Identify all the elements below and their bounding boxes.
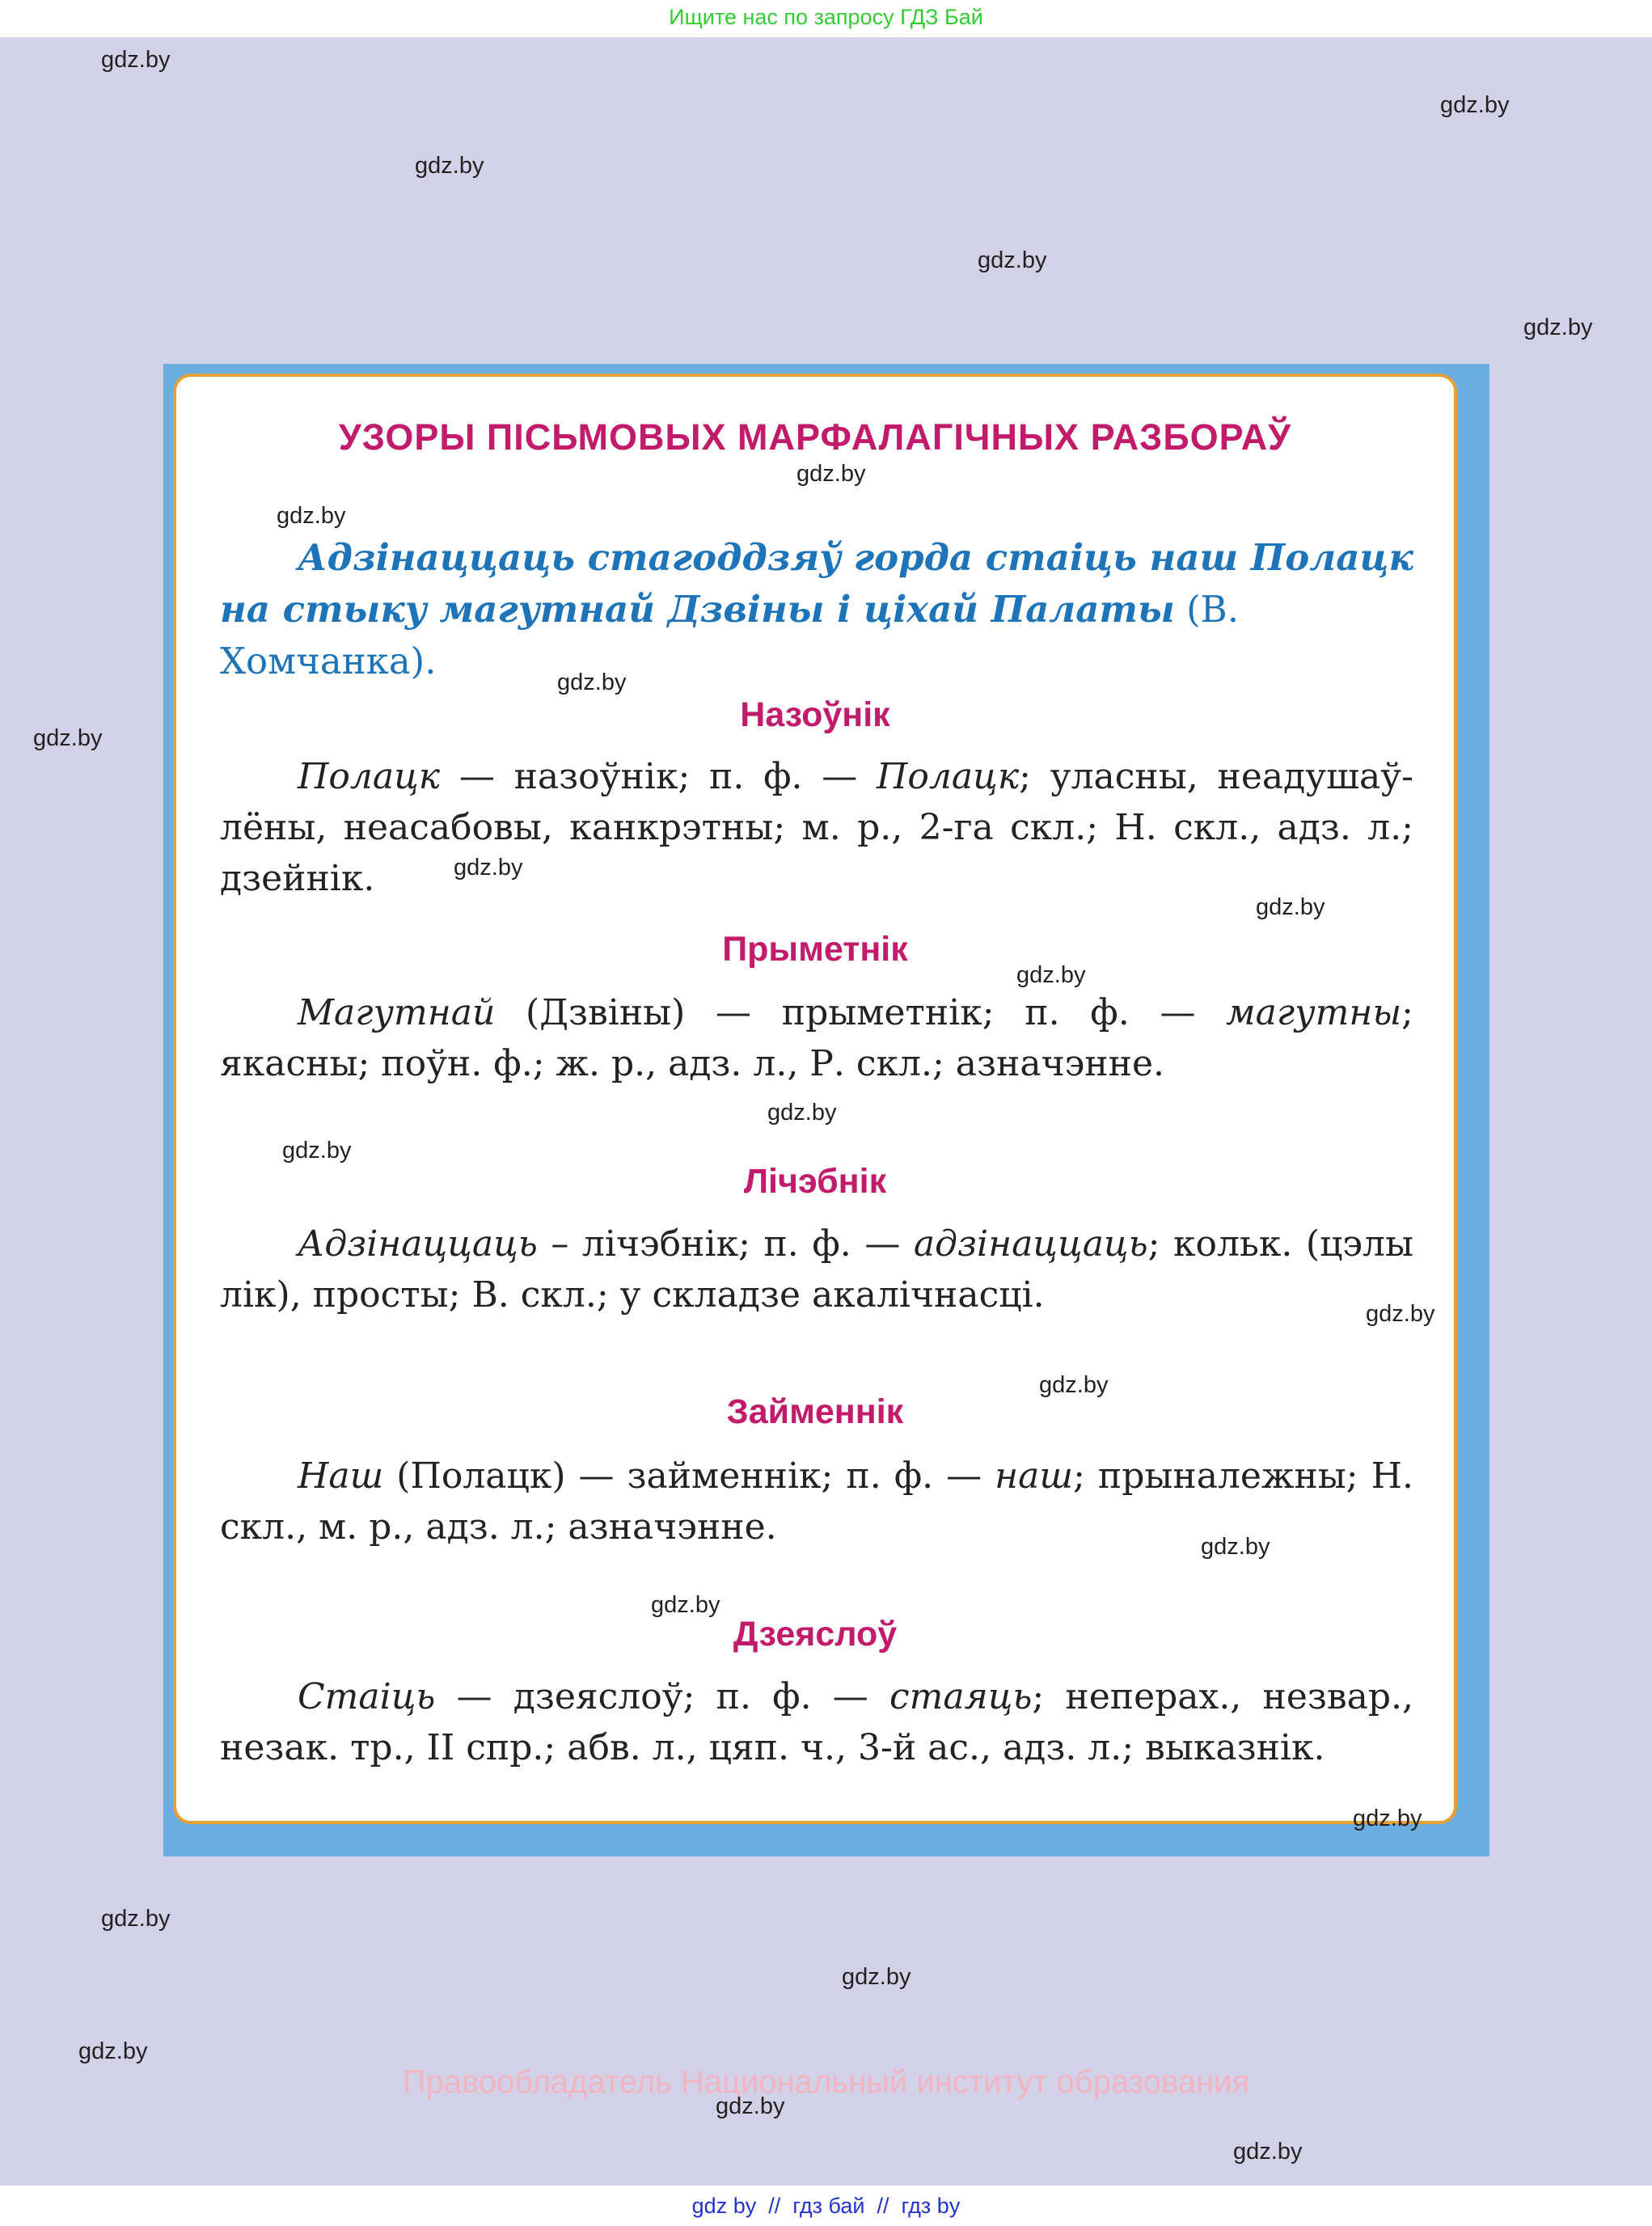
footer-links (0, 2186, 1652, 2224)
quote-text: Адзінаццаць стагоддзяў горда стаіць наш Полацк на стыку магутнай Дзвіны і ціхай Палаты (220, 536, 1413, 631)
analyzed-word: Магутнай (298, 992, 496, 1033)
watermark: gdz.by (1016, 962, 1086, 988)
initial-form: адзінаццаць (913, 1223, 1148, 1265)
initial-form: магутны (1226, 992, 1402, 1033)
footer-link-gdz-bai[interactable]: гдз бай (792, 2194, 865, 2218)
example-quote (220, 532, 1413, 687)
watermark: gdz.by (101, 47, 171, 73)
initial-form: Полацк (877, 756, 1020, 797)
watermark: gdz.by (651, 1592, 720, 1618)
footer-separator: // (877, 2194, 889, 2218)
watermark: gdz.by (277, 503, 346, 529)
search-hint-banner (0, 0, 1652, 37)
search-hint-text: Ищите нас по запросу ГДЗ Бай (669, 5, 983, 29)
watermark: gdz.by (415, 153, 484, 179)
footer-link-gdz-by-cyr[interactable]: гдз by (901, 2194, 961, 2218)
section-body-adjective: Магутнай (Дзвіны) — прыметнік; п. ф. — магутны; якасны; поўн. ф.; ж. р., адз. л., Р. скл.; азначэнне. (220, 992, 1413, 1084)
quote-author: (В. Хомчанка). (220, 588, 1240, 682)
section-title-verb: Дзеяслоў (733, 1615, 898, 1654)
watermark: gdz.by (1201, 1534, 1270, 1560)
watermark: gdz.by (978, 247, 1047, 273)
watermark: gdz.by (1039, 1372, 1109, 1398)
section-body-noun: Полацк — назоўнік; п. ф. — Полацк; уласны, неадушаўлёны, неасабовы, канкрэтны; м. р., 2-га скл.; Н. скл., адз. л.; дзейнік. (220, 756, 1413, 899)
watermark: gdz.by (1440, 92, 1510, 118)
initial-form: стаяць (889, 1676, 1033, 1717)
section-title-numeral: Лічэбнік (743, 1162, 887, 1201)
section-body-verb: Стаіць — дзеяслоў; п. ф. — стаяць; неперах., незвар., незак. тр., II спр.; абв. л., цяп. ч., 3-й ас., адз. л.; выказнік. (220, 1676, 1413, 1768)
watermark: gdz.by (716, 2093, 785, 2119)
footer-link-gdz-by[interactable]: gdz by (691, 2194, 757, 2218)
watermark: gdz.by (1523, 315, 1593, 340)
watermark: gdz.by (1233, 2139, 1303, 2165)
watermark: gdz.by (101, 1906, 171, 1932)
page-title: УЗОРЫ ПІСЬМОВЫХ МАРФАЛАГІЧНЫХ РАЗБОРАЎ (338, 416, 1292, 458)
section-body-numeral: Адзінаццаць – лічэбнік; п. ф. — адзінаццаць; кольк. (цэлы лік), просты; В. скл.; у складзе акалічнасці. (220, 1223, 1413, 1316)
watermark: gdz.by (282, 1138, 352, 1164)
analyzed-word: Стаіць (298, 1676, 436, 1717)
watermark: gdz.by (796, 461, 866, 487)
watermark: gdz.by (1366, 1301, 1435, 1327)
footer-separator: // (768, 2194, 781, 2218)
watermark: gdz.by (78, 2038, 148, 2064)
watermark: gdz.by (1256, 894, 1325, 920)
watermark: gdz.by (767, 1100, 837, 1126)
watermark: gdz.by (557, 669, 627, 695)
watermark: gdz.by (1353, 1806, 1422, 1831)
analyzed-word: Наш (298, 1455, 384, 1497)
rights-holder-notice: Правообладатель Национальный институт образования (402, 2064, 1250, 2100)
analyzed-word: Полацк (298, 756, 441, 797)
section-title-noun: Назоўнік (740, 695, 890, 734)
section-title-adjective: Прыметнік (722, 930, 908, 969)
watermark: gdz.by (33, 725, 103, 751)
initial-form: наш (995, 1455, 1074, 1497)
watermark: gdz.by (842, 1964, 911, 1990)
watermark: gdz.by (454, 855, 523, 881)
analyzed-word: Адзінаццаць (298, 1223, 538, 1265)
section-body-pronoun: Наш (Полацк) — займеннік; п. ф. — наш; прыналежны; Н. скл., м. р., адз. л.; азначэнне. (220, 1455, 1413, 1548)
section-title-pronoun: Займеннік (726, 1392, 904, 1431)
